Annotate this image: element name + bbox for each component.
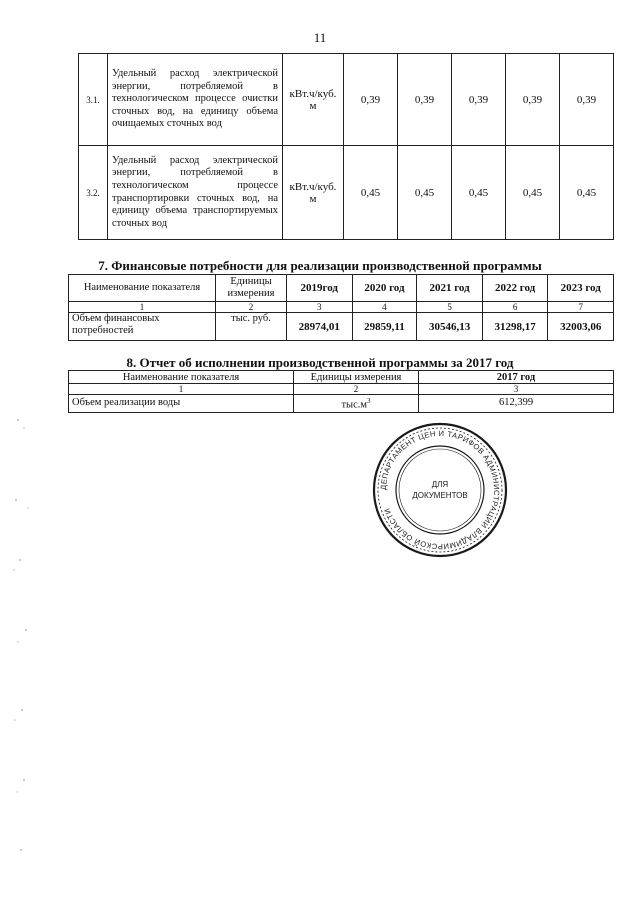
table-row [79,54,614,146]
indicator-name: Удельный расход электрической энергии, потребляемой в технологическом процессе транспортировки сточных вод, на единицу объема транспортируемых сточных вод [108,146,283,240]
header-unit: Единицы измерения [216,275,287,302]
stamp-ring-text: ДЕПАРТАМЕНТ ЦЕН И ТАРИФОВ АДМИНИСТРАЦИИ ВЛАДИМИРСКОЙ ОБЛАСТИ [378,428,502,552]
header-year: 2021 год [417,275,483,302]
indicator-unit [294,395,419,413]
row-number: 3.2. [79,146,108,240]
indicator-value: 612,399 [419,395,614,413]
indicator-value: 0,39 [506,54,560,146]
indicator-value: 28974,01 [287,313,353,341]
indicator-value: 0,39 [398,54,452,146]
stamp-center-line2: ДОКУМЕНТОВ [412,491,468,500]
table-row [69,395,614,413]
indicator-value: 30546,13 [417,313,483,341]
header-year: 2019год [287,275,353,302]
column-number: 7 [548,302,614,313]
header-year: 2023 год [548,275,614,302]
page-number: 11 [313,30,327,45]
table-header-row [69,275,614,302]
column-number: 2 [294,384,419,395]
column-number: 3 [419,384,614,395]
indicator-name: Удельный расход электрической энергии, потребляемой в технологическом процессе очистки сточных вод, на единицу объема очищаемых сточных вод [108,54,283,146]
execution-report-table [68,370,614,413]
header-year: 2017 год [419,371,614,384]
table-row [79,146,614,240]
section-7-title: 7. Финансовые потребности для реализации производственной программы [98,258,542,273]
indicator-value: 31298,17 [482,313,548,341]
indicator-value: 32003,06 [548,313,614,341]
financial-needs-table [68,274,614,341]
indicator-value: 0,45 [560,146,614,240]
header-name: Наименование показателя [69,275,216,302]
column-number: 3 [287,302,353,313]
indicator-value: 0,45 [506,146,560,240]
official-stamp [370,420,510,560]
scan-artifacts [6,380,46,880]
indicator-value: 0,39 [560,54,614,146]
column-number-row [69,384,614,395]
indicator-value: 29859,11 [352,313,417,341]
column-number-row [69,302,614,313]
row-number: 3.1. [79,54,108,146]
unit-text: тыс.м [341,399,368,411]
indicator-unit: кВт.ч/куб. м [283,54,344,146]
header-unit: Единицы измерения [294,371,419,384]
column-number: 1 [69,302,216,313]
indicator-unit: тыс. руб. [216,313,287,341]
header-name: Наименование показателя [69,371,294,384]
unit-superscript: 3 [367,397,371,405]
indicator-name: Объем финансовых потребностей [69,313,216,341]
header-year: 2022 год [482,275,548,302]
table-row [69,313,614,341]
indicator-name: Объем реализации воды [69,395,294,413]
column-number: 2 [216,302,287,313]
stamp-inner-ring [396,446,484,534]
indicator-value: 0,45 [398,146,452,240]
indicators-table [78,53,614,240]
indicator-value: 0,45 [344,146,398,240]
stamp-outer-ring [374,424,506,556]
column-number: 4 [352,302,417,313]
stamp-inner-ring-2 [399,449,481,531]
indicator-value: 0,39 [344,54,398,146]
section-8-title: 8. Отчет об исполнении производственной программы за 2017 год [126,355,514,370]
column-number: 6 [482,302,548,313]
indicator-value: 0,45 [452,146,506,240]
table-header-row [69,371,614,384]
indicator-unit: кВт.ч/куб. м [283,146,344,240]
header-year: 2020 год [352,275,417,302]
indicator-value: 0,39 [452,54,506,146]
stamp-center-line1: ДЛЯ [431,480,449,489]
column-number: 1 [69,384,294,395]
column-number: 5 [417,302,483,313]
